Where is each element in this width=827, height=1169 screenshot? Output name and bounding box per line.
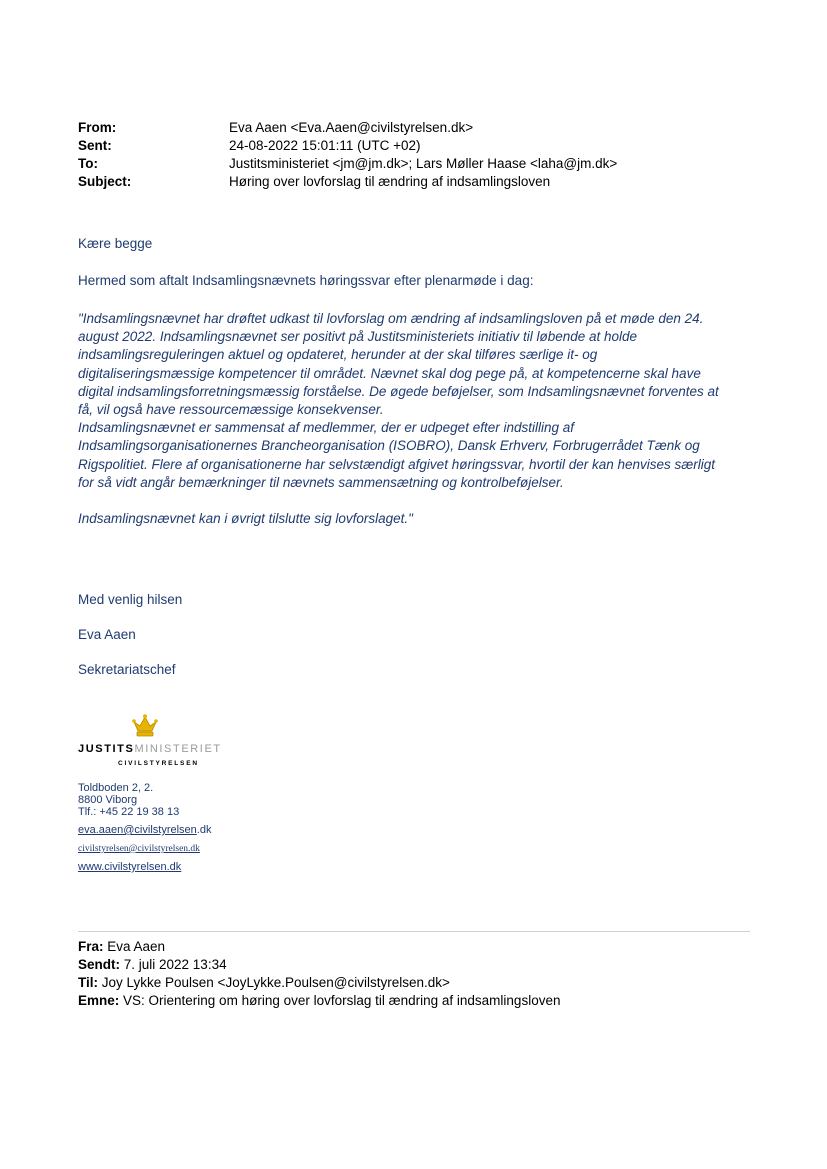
email-link[interactable]: eva.aaen@civilstyrelsen	[78, 824, 197, 836]
fwd-row-sent: Sendt: 7. juli 2022 13:34	[78, 957, 227, 972]
forwarded-header	[78, 938, 560, 1010]
sender-title: Sekretariatschef	[78, 662, 176, 677]
fwd-row-from: Fra: Eva Aaen	[78, 939, 166, 954]
quote-line: "Indsamlingsnævnet har drøftet udkast til lovforslag om ændring af indsamlingsloven på et møde den 24.	[78, 311, 704, 326]
regards: Med venlig hilsen	[78, 592, 183, 607]
website-link[interactable]: www.civilstyrelsen.dk	[78, 861, 182, 873]
quote-line: få, vil også have ressourcemæssige konsekvenser.	[78, 402, 384, 418]
greeting: Kære begge	[78, 236, 153, 251]
quote-line: Indsamlingsnævnet er sammensat af medlemmer, der er udpeget efter indstilling af	[78, 420, 574, 436]
quoted-statement	[78, 310, 748, 528]
signature-email2	[78, 843, 200, 855]
fwd-row-to: Til: Joy Lykke Poulsen <JoyLykke.Poulsen@civilstyrelsen.dk>	[78, 975, 450, 990]
header-value: Høring over lovforslag til ændring af indsamlingsloven	[229, 174, 551, 189]
quote-line: indsamlingsreguleringen aktuel og opdateret, herunder at der skal tilføres særlige it- og	[78, 347, 598, 363]
justitsministeriet-logo	[78, 713, 238, 773]
signature-email	[78, 824, 211, 836]
fwd-row-subject: Emne: VS: Orientering om høring over lovforslag til ændring af indsamlingsloven	[78, 993, 561, 1008]
header-key: From:	[78, 120, 117, 135]
email-header	[78, 119, 617, 191]
crown-icon	[131, 713, 159, 739]
quote-line: Rigspolitiet. Flere af organisationerne har selvstændigt afgivet høringssvar, hvortil der kan henvises særligt	[78, 456, 716, 472]
logo-subtitle: CIVILSTYRELSEN	[118, 760, 199, 767]
header-key: Subject:	[78, 174, 132, 189]
header-value: Eva Aaen <Eva.Aaen@civilstyrelsen.dk>	[229, 120, 474, 135]
logo-wordmark: JUSTITSMINISTERIET	[78, 743, 222, 755]
signature-address2: 8800 Viborg	[78, 794, 138, 806]
quote-line: august 2022. Indsamlingsnævnet ser positivt på Justitsministeriets initiativ til løbende at holde	[78, 329, 638, 345]
sender-name: Eva Aaen	[78, 627, 136, 642]
signature-phone: Tlf.: +45 22 19 38 13	[78, 806, 180, 818]
signature-address1: Toldboden 2, 2.	[78, 782, 154, 794]
header-row-sent	[78, 137, 617, 155]
header-key: Sent:	[78, 138, 112, 153]
intro-text: Hermed som aftalt Indsamlingsnævnets høringssvar efter plenarmøde i dag:	[78, 273, 534, 288]
header-row-from	[78, 119, 617, 137]
header-row-subject	[78, 173, 617, 191]
divider	[78, 931, 750, 932]
header-row-to	[78, 155, 617, 173]
signature-website	[78, 861, 181, 873]
office-email-link[interactable]: civilstyrelsen@civilstyrelsen.dk	[78, 844, 200, 854]
header-value: Justitsministeriet <jm@jm.dk>; Lars Møller Haase <laha@jm.dk>	[229, 156, 618, 171]
email-suffix: .dk	[196, 824, 212, 836]
header-value: 24-08-2022 15:01:11 (UTC +02)	[229, 138, 421, 153]
header-key: To:	[78, 156, 98, 171]
quote-line: for så vidt angår bemærkninger til nævnets sammensætning og kontrolbeføjelser.	[78, 474, 564, 490]
quote-line: Indsamlingsorganisationernes Brancheorganisation (ISOBRO), Dansk Erhverv, Forbrugerrådet Tænk og	[78, 438, 700, 454]
quote-line: digital indsamlingsforretningsmæssig forståelse. De øgede beføjelser, som Indsamlingsnævnet forventes at	[78, 383, 719, 399]
quote-line: digitaliseringsmæssige kompetencer til området. Nævnet skal dog pege på, at kompetencerne skal have	[78, 365, 701, 381]
quote-closing: Indsamlingsnævnet kan i øvrigt tilslutte sig lovforslaget."	[78, 511, 413, 527]
